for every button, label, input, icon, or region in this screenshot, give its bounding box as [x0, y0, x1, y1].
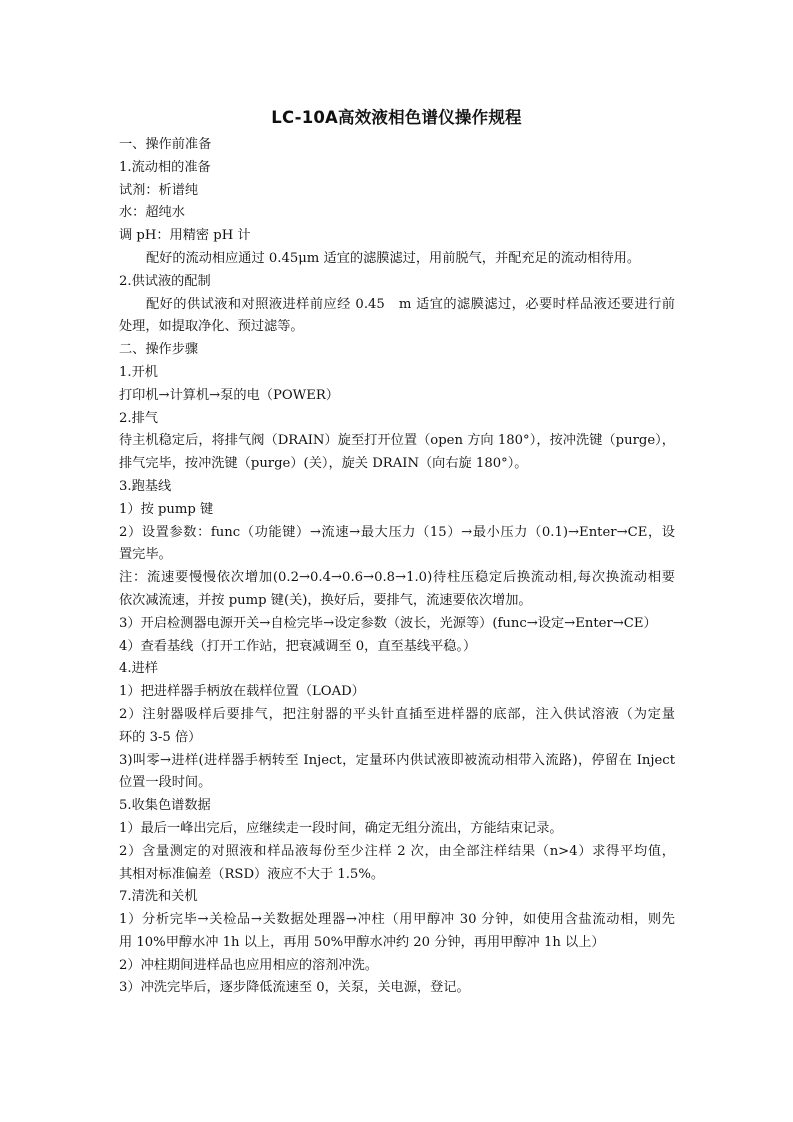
list-item: 2）注射器吸样后要排气，把注射器的平头针直插至进样器的底部，注入供试溶液（为定量	[119, 706, 675, 722]
list-item-continued: 用 10%甲醇水冲 1h 以上，再用 50%甲醇水冲约 20 分钟，再用甲醇冲 1h 以上）	[119, 934, 605, 950]
list-item: 1）分析完毕→关检品→关数据处理器→冲柱（用甲醇冲 30 分钟，如使用含盐流动相，则先	[119, 912, 675, 928]
paragraph-line: 配好的流动相应通过 0.45μm 适宜的滤膜滤过，用前脱气，并配充足的流动相待用。	[146, 250, 641, 266]
paragraph-line: 待主机稳定后，将排气阀（DRAIN）旋至打开位置（open 方向 180°），按冲洗键（purge），	[119, 433, 675, 449]
subsection-heading: 2.供试液的配制	[119, 273, 211, 289]
subsection-heading: 4.进样	[119, 661, 158, 677]
list-item: 1）最后一峰出完后，应继续走一段时间，确定无组分流出，方能结束记录。	[119, 820, 563, 836]
list-item: 3）冲洗完毕后，逐步降低流速至 0，关泵，关电源，登记。	[119, 980, 470, 996]
paragraph-line: 排气完毕，按冲洗键（purge）(关），旋关 DRAIN（向右旋 180°）。	[119, 456, 528, 472]
list-item: 2）冲柱期间进样品也应用相应的溶剂冲洗。	[119, 957, 378, 973]
document-title: LC-10A高效液相色谱仪操作规程	[271, 108, 522, 127]
list-item: 1）把进样器手柄放在载样位置（LOAD）	[119, 684, 365, 700]
section-heading: 二、操作步骤	[119, 342, 199, 358]
list-item: 3）开启检测器电源开关→自检完毕→设定参数（波长，光源等）(func→设定→Enter→CE）	[119, 615, 657, 631]
subsection-heading: 5.收集色谱数据	[119, 798, 211, 814]
subsection-heading: 3.跑基线	[119, 478, 172, 494]
paragraph-line: 配好的供试液和对照液进样前应经 0.45 m 适宜的滤膜滤过，必要时样品液还要进行前	[146, 296, 675, 312]
subsection-heading: 7.清洗和关机	[119, 889, 198, 905]
list-item-continued: 其相对标准偏差（RSD）液应不大于 1.5%。	[119, 866, 385, 882]
list-item-continued: 置完毕。	[119, 547, 172, 563]
text-line: 水：超纯水	[119, 205, 185, 221]
list-item: 3)叫零→进样(进样器手柄转至 Inject，定量环内供试液即被流动相带入流路)，停留在 Inject	[119, 752, 675, 768]
paragraph-line: 处理，如提取净化、预过滤等。	[119, 319, 304, 335]
subsection-heading: 1.开机	[119, 364, 158, 380]
list-item: 4）查看基线（打开工作站，把衰减调至 0，直至基线平稳。）	[119, 638, 477, 654]
list-item: 1）按 pump 键	[119, 501, 214, 517]
list-item: 2）设置参数：func（功能键）→流速→最大压力（15）→最小压力（0.1)→Enter→CE，设	[119, 524, 675, 540]
document-body	[119, 134, 675, 1000]
subsection-heading: 2.排气	[119, 410, 158, 426]
list-item-continued: 位置一段时间。	[119, 775, 212, 791]
text-line: 打印机→计算机→泵的电（POWER）	[119, 387, 339, 403]
text-line: 试剂：析谱纯	[119, 182, 199, 198]
list-item: 2）含量测定的对照液和样品液每份至少注样 2 次，由全部注样结果（n>4）求得平均值，	[119, 843, 675, 859]
note-line: 注：流速要慢慢依次增加(0.2→0.4→0.6→0.8→1.0)待柱压稳定后换流动相,每次换流动相要	[119, 570, 675, 586]
text-line: 调 pH：用精密 pH 计	[119, 228, 251, 244]
subsection-heading: 1.流动相的准备	[119, 159, 211, 175]
list-item-continued: 环的 3-5 倍）	[119, 729, 202, 745]
note-line: 依次减流速，并按 pump 键(关)，换好后，要排气，流速要依次增加。	[119, 592, 532, 608]
section-heading: 一、操作前准备	[119, 137, 212, 152]
